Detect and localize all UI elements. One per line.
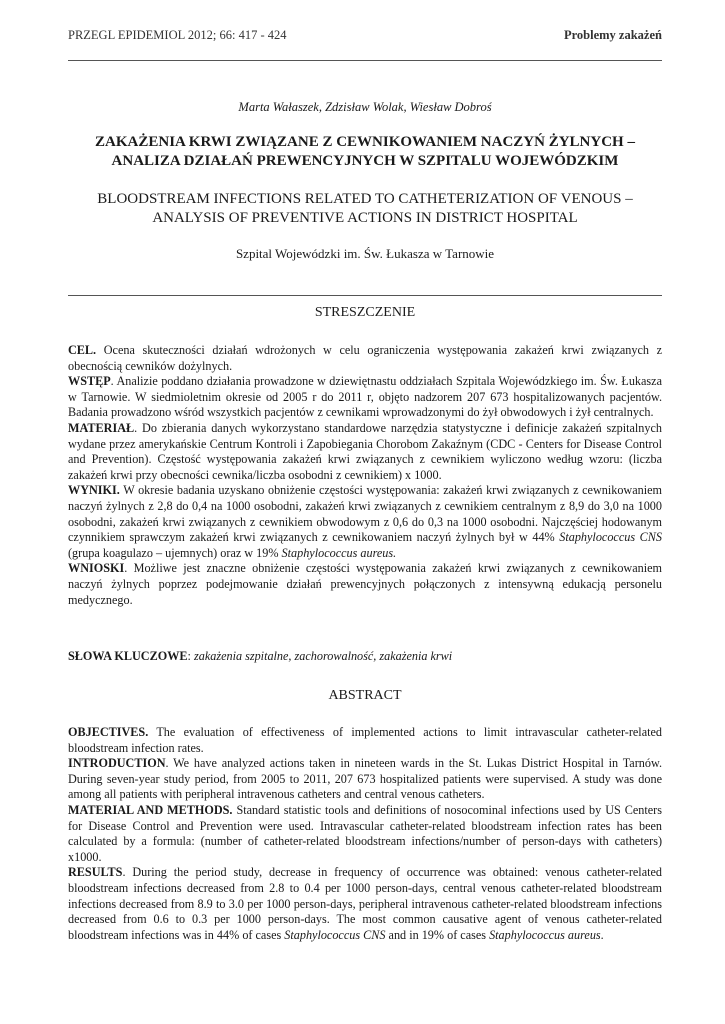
results-paragraph [68,865,662,943]
introduction-label: INTRODUCTION [68,756,166,771]
results-organism-1: Staphylococcus CNS [284,927,386,942]
material-label: MATERIAŁ [68,420,135,435]
running-header [68,28,662,43]
title-polish [68,133,662,171]
keywords [68,649,662,664]
title-english-line1: BLOODSTREAM INFECTIONS RELATED TO CATHETERIZATION OF VENOUS – [97,191,633,207]
wyniki-mid: (grupa koagulazo – ujemnych) oraz w 19% [68,545,282,560]
wyniki-label: WYNIKI. [68,483,120,498]
objectives-label: OBJECTIVES. [68,725,149,739]
methods-label: MATERIAL AND METHODS. [68,802,233,817]
abstract-body [68,725,662,943]
wyniki-text: W okresie badania uzyskano obniżenie częstości występowania: zakażeń krwi związanych z cewnikowaniem naczyń żylnych z 2,8 do 0,4 na 1000 osobodni, zakażeń krwi związanych z cewnikiem centralnym z 8,9 do 3,0 na 1000 osobodni, zakażeń krwi związanych z cewnikiem obwodowym z 0,6 do 0,3 na 1000 osobodni. Najczęściej hodowanym czynnikiem sprawczym zakażeń krwi związanych z cewnikowaniem naczyń żylnych był w 44% [68,483,662,545]
objectives-text: The evaluation of effectiveness of implemented actions to limit intravascular catheter-related bloodstream infection rates. [68,725,662,755]
introduction-paragraph [68,756,662,803]
section-name: Problemy zakażeń [563,28,662,42]
results-organism-2: Staphylococcus aureus [489,927,601,942]
material-text: . Do zbierania danych wykorzystano standardowe narzędzia statystyczne i definicje zakażeń szpitalnych wydane przez amerykańskie Centrum Kontroli i Zapobiegania Chorobom Zakaźnym (CDC - Centers for Disease Control and Prevention). Częstość występowania zakażeń krwi związanych z cewnikiem wyliczono według wzoru: (liczba zakażeń krwi przy obecności cewnika/liczba osobodni z cewnikiem) x 1000. [68,420,662,482]
results-label: RESULTS [68,865,123,880]
streszczenie-heading: STRESZCZENIE [314,305,416,320]
results-end: . [600,927,604,942]
results-text: . During the period study, decrease in frequency of occurrence was obtained: venous catheter-related bloodstream infections decreased from 2.8 to 0.4 per 1000 person-days, central venous catheter-related bloodstream infections decreased from 8.9 to 3.0 per 1000 person-days, peripheral intravenous catheter-related bloodstream infections decreased from 0.6 to 0.3 per 1000 person-days. The most common causative agent of venous catheter-related bloodstream infections was in 44% of cases [68,865,662,942]
keywords-label: SŁOWA KLUCZOWE [68,649,188,663]
cel-label: CEL. [68,343,97,357]
title-english [68,190,662,228]
section-divider [68,295,662,296]
cel-text: Ocena skuteczności działań wdrożonych w celu ograniczenia występowania zakażeń krwi związanych z obecnością cewników dożylnych. [68,343,662,373]
wnioski-label: WNIOSKI [68,561,125,576]
wnioski-text: . Możliwe jest znaczne obniżenie częstości występowania zakażeń krwi związanych z cewnikowaniem naczyń żylnych poprzez podejmowanie działań prewencyjnych połączonych z intensywną edukacją personelu medycznego. [68,561,662,607]
wnioski-paragraph [68,561,662,608]
wyniki-organism-2: Staphylococcus aureus. [281,545,397,560]
affiliation: Szpital Wojewódzki im. Św. Łukasza w Tarnowie [235,246,495,261]
streszczenie-body [68,343,662,608]
methods-text: Standard statistic tools and definitions of nosocominal infections used by US Centers for Disease Control and Prevention were used. Intravascular catheter-related bloodstream infection rates has been calculated by a formula: (number of catheter-related bloodstream infections/number of person-days with catheters) x1000. [68,802,662,864]
keywords-sep: : [187,649,194,663]
objectives-paragraph [68,725,662,756]
results-mid: and in 19% of cases [385,927,490,942]
journal-citation: PRZEGL EPIDEMIOL 2012; 66: 417 - 424 [68,28,287,42]
introduction-text: . We have analyzed actions taken in nineteen wards in the St. Lukas District Hospital in Tarnów. During seven-year study period, from 2005 to 2011, 207 673 hospitalized patients were supervised. A study was done among all patients with peripheral intravenous catheters and central venous catheters. [68,756,662,802]
abstract-heading: ABSTRACT [328,688,402,703]
title-english-line2: ANALYSIS OF PREVENTIVE ACTIONS IN DISTRICT HOSPITAL [152,210,578,226]
wyniki-paragraph [68,483,662,561]
wyniki-organism-1: Staphylococcus CNS [559,530,662,545]
wstep-paragraph [68,374,662,421]
cel-paragraph [68,343,662,374]
header-divider [68,60,662,61]
methods-paragraph [68,803,662,865]
authors: Marta Wałaszek, Zdzisław Wolak, Wiesław Dobroś [238,100,492,114]
title-polish-line1: ZAKAŻENIA KRWI ZWIĄZANE Z CEWNIKOWANIEM NACZYŃ ŻYLNYCH – [95,134,635,150]
title-polish-line2: ANALIZA DZIAŁAŃ PREWENCYJNYCH W SZPITALU WOJEWÓDZKIM [111,153,619,169]
material-paragraph [68,421,662,483]
keywords-value: zakażenia szpitalne, zachorowalność, zakażenia krwi [193,649,453,663]
wstep-label: WSTĘP [68,374,111,389]
wstep-text: . Analizie poddano działania prowadzone w dziewiętnastu oddziałach Szpitala Wojewódzkiego im. Św. Łukasza w Tarnowie. W siedmioletnim okresie od 2005 r do 2011 r, objęto nadzorem 207 673 hospitalizowanych pacjentów. Badania prowadzono wśród wszystkich pacjentów z cewnikami wprowadzonymi do żył obwodowych i żył centralnych. [68,374,662,420]
